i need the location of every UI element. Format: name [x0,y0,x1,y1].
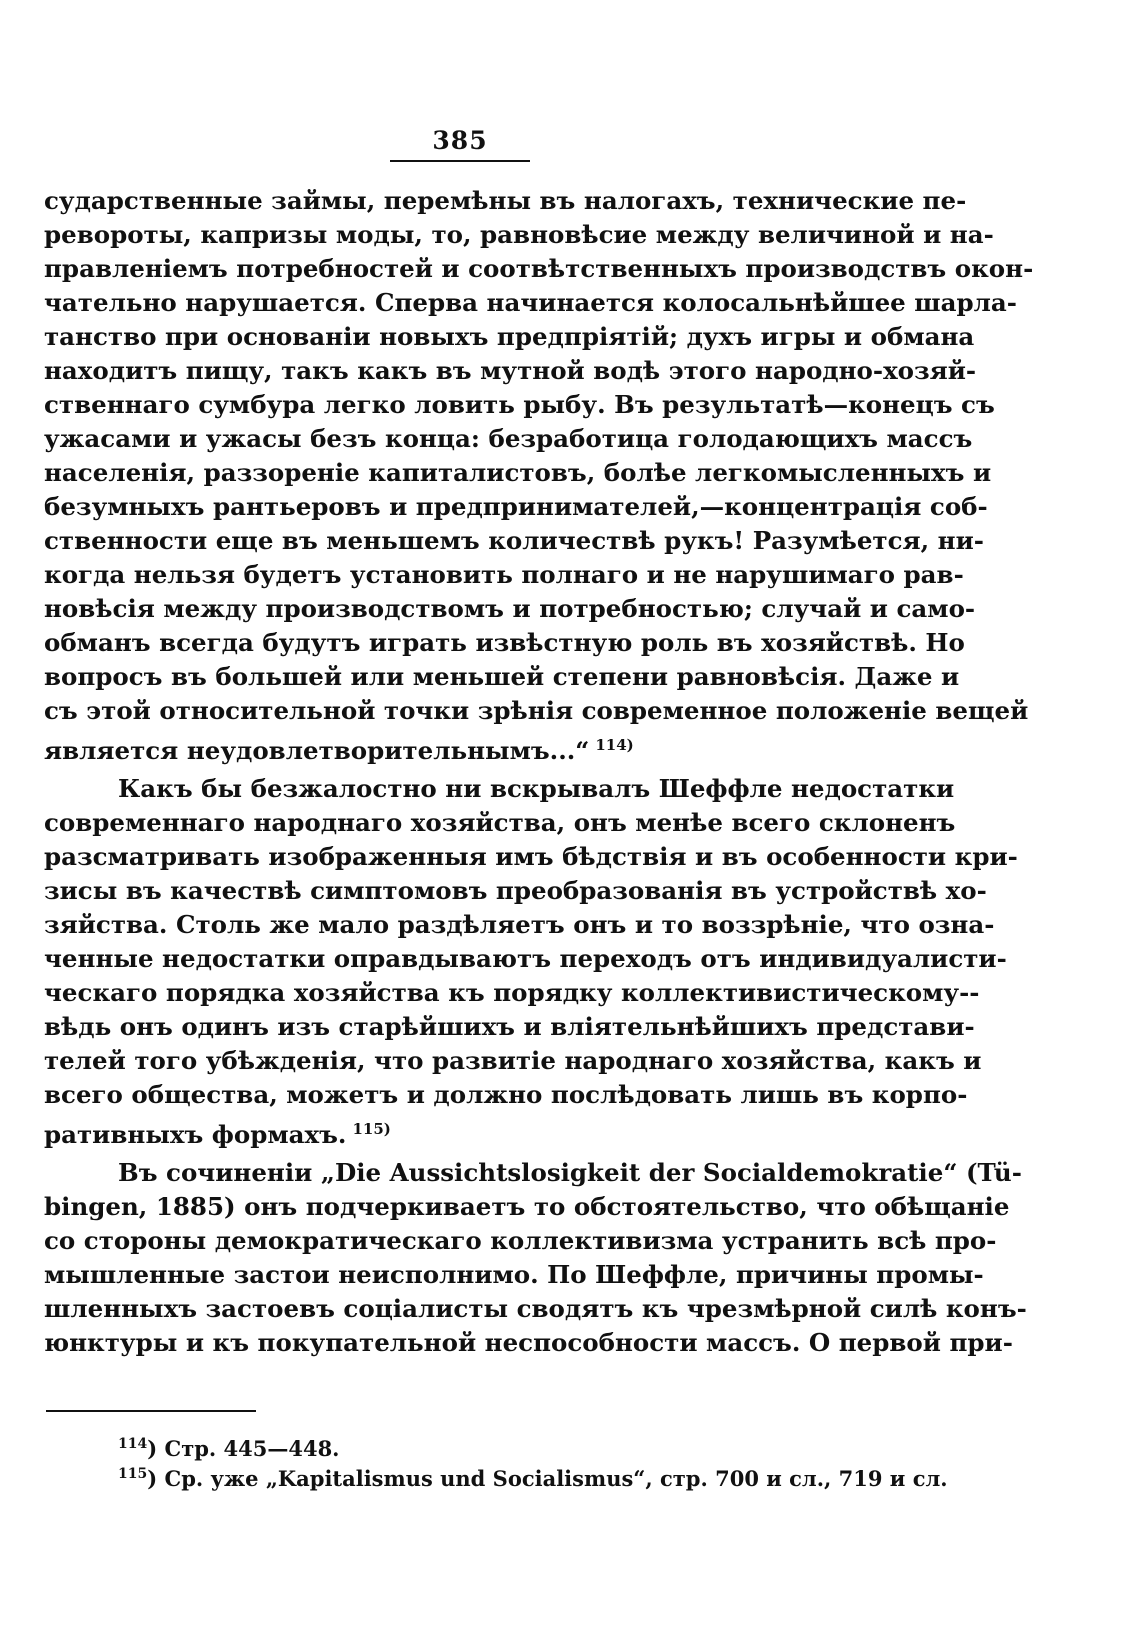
body-line: танство при основаніи новыхъ предпріятій; духъ игры и обмана [44,322,975,351]
body-line: обманъ всегда будутъ играть извѣстную роль въ хозяйствѣ. Но [44,628,965,657]
footnote-number: 115 [118,1466,148,1482]
body-line: находитъ пищу, такъ какъ въ мутной водѣ этого народно-хозяй- [44,356,977,385]
body-line: разсматривать изображенныя имъ бѣдствія и въ особенности кри- [44,842,1018,871]
body-line: телей того убѣжденія, что развитіе народнаго хозяйства, какъ и [44,1046,982,1075]
footnote-ref-115: 115) [352,1120,391,1138]
page-number-rule [390,160,530,162]
body-line-last [44,729,882,767]
body-line: юнктуры и къ покупательной неспособности массъ. О первой при- [44,1328,1013,1357]
footnote-text: ) Стр. 445—448. [147,1436,340,1461]
body-line: шленныхъ застоевъ соціалисты сводятъ къ чрезмѣрной силѣ конъ- [44,1294,1027,1323]
body-line: вѣдь онъ одинъ изъ старѣйшихъ и вліятельнѣйшихъ представи- [44,1012,975,1041]
footnote-ref-114: 114) [595,736,634,754]
body-line: сударственные займы, перемѣны въ налогахъ, технические пе- [44,186,967,215]
body-line: ственности еще въ меньшемъ количествѣ рукъ! Разумѣется, ни- [44,526,984,555]
body-line: чательно нарушается. Сперва начинается колосальнѣйшее шарла- [44,288,1017,317]
body-line: съ этой относительной точки зрѣнія современное положеніе вещей [44,696,1029,725]
body-line: всего общества, можетъ и должно послѣдовать лишь въ корпо- [44,1080,968,1109]
body-line-text: является неудовлетворительнымъ...“ [44,736,590,765]
body-line: мышленные застои неисполнимо. По Шеффле, причины промы- [44,1260,984,1289]
page-number: 385 [432,126,488,155]
body-line: Въ сочиненіи „Die Aussichtslosigkeit der Socialdemokratie“ (Tü- [118,1158,1022,1187]
footnote-number: 114 [118,1436,148,1452]
body-line-last [44,1113,882,1151]
body-line: ческаго порядка хозяйства къ порядку коллективистическому-- [44,978,980,1007]
body-line: правленіемъ потребностей и соотвѣтственныхъ производствъ окон- [44,254,1034,283]
footnote-rule [46,1410,256,1412]
body-line: населенія, раззореніе капиталистовъ, болѣе легкомысленныхъ и [44,458,992,487]
body-line: новѣсія между производствомъ и потребностью; случай и само- [44,594,976,623]
body-line: ственнаго сумбура легко ловить рыбу. Въ результатѣ—конецъ съ [44,390,995,419]
body-line: ченные недостатки оправдываютъ переходъ отъ индивидуалисти- [44,944,1007,973]
body-line: зисы въ качествѣ симптомовъ преобразованія въ устройствѣ хо- [44,876,987,905]
body-line: ужасами и ужасы безъ конца: безработица голодающихъ массъ [44,424,973,453]
body-line: современнаго народнаго хозяйства, онъ менѣе всего склоненъ [44,808,956,837]
footnote-text: ) Ср. уже „Kapitalismus und Socialismus“, стр. 700 и сл., 719 и сл. [147,1466,948,1491]
body-line: когда нельзя будетъ установить полнаго и не нарушимаго рав- [44,560,964,589]
body-line: вопросъ въ большей или меньшей степени равновѣсія. Даже и [44,662,960,691]
body-line: зяйства. Столь же мало раздѣляетъ онъ и то воззрѣніе, что озна- [44,910,995,939]
body-line: безумныхъ рантьеровъ и предпринимателей,—концентрація соб- [44,492,988,521]
body-line: bingen, 1885) онъ подчеркиваетъ то обстоятельство, что обѣщаніе [44,1192,1010,1221]
footnote-115 [118,1460,948,1493]
footnote-114 [118,1430,340,1463]
body-line: со стороны демократическаго коллективизма устранить всѣ про- [44,1226,997,1255]
body-line-text: ративныхъ формахъ. [44,1120,347,1149]
body-line: ревороты, капризы моды, то, равновѣсие между величиной и на- [44,220,994,249]
body-line: Какъ бы безжалостно ни вскрывалъ Шеффле недостатки [118,774,955,803]
